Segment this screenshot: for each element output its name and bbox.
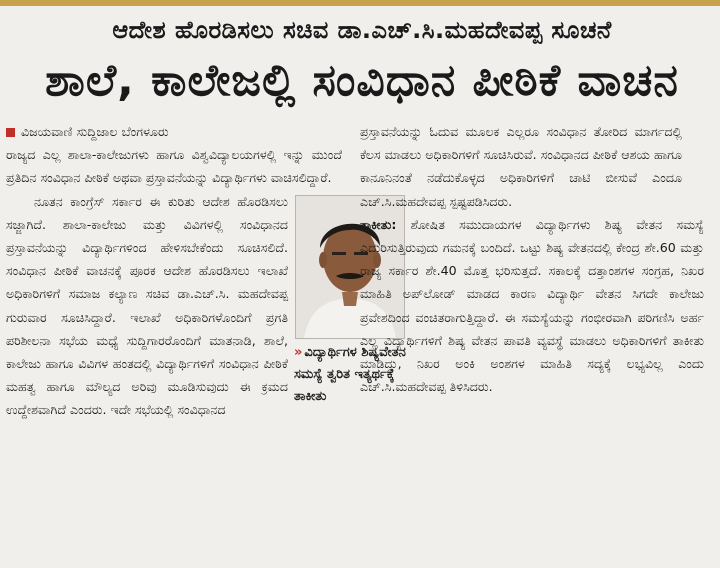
byline-text: ವಿಜಯವಾಣಿ ಸುದ್ದಿಜಾಲ ಬೆಂಗಳೂರು	[21, 124, 169, 139]
article-column-2	[360, 120, 704, 398]
pull-quote-chevron-icon: »	[294, 345, 303, 360]
headline-block	[10, 10, 714, 112]
article-column-1	[6, 120, 342, 422]
pull-quote-text: ವಿದ್ಯಾರ್ಥಿಗಳ ಶಿಷ್ಯವೇತನ ಸಮಸ್ಯೆ ತ್ವರಿತ ಇತ್ಯರ್ಥಕ್ಕೆ ತಾಕೀತು	[294, 345, 406, 404]
subhead-lead: ತಾಕೀತು:	[360, 216, 397, 232]
paragraph: ನೂತನ ಕಾಂಗ್ರೆಸ್ ಸರ್ಕಾರ ಈ ಕುರಿತು ಆದೇಶ ಹೊರಡಿಸಲು ಸಜ್ಜಾಗಿದೆ. ಶಾಲಾ-ಕಾಲೇಜು ಮತ್ತು ವಿವಿಗಳಲ್ಲಿ ಸಂವಿಧಾನದ ಪ್ರಸ್ತಾವನೆಯನ್ನು ವಿದ್ಯಾರ್ಥಿಗಳಿಂದ ಹೇಳಿಸಬೇಕೆಂದು ಸೂಚಿಸಲಿದೆ. ಸಂವಿಧಾನ ಪೀಠಿಕೆ ವಾಚನಕ್ಕೆ ಪೂರಕ ಆದೇಶ ಹೊರಡಿಸಲು ಇಲಾಖೆ ಅಧಿಕಾರಿಗಳಿಗೆ ಸಮಾಜ ಕಲ್ಯಾಣ ಸಚಿವ ಡಾ.ಎಚ್.ಸಿ. ಮಹದೇವಪ್ಪ ಗುರುವಾರ ಸೂಚಿಸಿದ್ದಾರೆ. ಇಲಾಖೆ ಅಧಿಕಾರಿಗಳೊಂದಿಗೆ ಪ್ರಗತಿ ಪರಿಶೀಲನಾ ಸಭೆಯ ಮಧ್ಯೆ ಸುದ್ದಿಗಾರರೊಂದಿಗೆ ಮಾತನಾಡಿ, ಶಾಲೆ, ಕಾಲೇಜು ಹಾಗೂ ವಿವಿಗಳ ಹಂತದಲ್ಲಿ ವಿದ್ಯಾರ್ಥಿಗಳಿಗೆ ಸಂವಿಧಾನ ಪೀಠಿಕೆ ಮಹತ್ವ ಹಾಗೂ ಮೌಲ್ಯದ ಅರಿವು ಮೂಡಿಸುವುದು ಈ ಕ್ರಮದ ಉದ್ದೇಶವಾಗಿದೆ ಎಂದರು. ಇದೇ ಸಭೆಯಲ್ಲಿ ಸಂವಿಧಾನದ	[6, 193, 288, 418]
paragraph: ತಾಕೀತು: ಶೋಷಿತ ಸಮುದಾಯಗಳ ವಿದ್ಯಾರ್ಥಿಗಳು ಶಿಷ್ಯ ವೇತನ ಸಮಸ್ಯೆ ಎದುರಿಸುತ್ತಿರುವುದು ಗಮನಕ್ಕೆ ಬಂದಿದೆ. ಒಟ್ಟು ಶಿಷ್ಯ ವೇತನದಲ್ಲಿ ಕೇಂದ್ರ ಶೇ.60 ಮತ್ತು ರಾಜ್ಯ ಸರ್ಕಾರ ಶೇ.40 ಮೊತ್ತ ಭರಿಸುತ್ತದೆ. ಸಕಾಲಕ್ಕೆ ದತ್ತಾಂಶಗಳ ಸಂಗ್ರಹ, ನಿಖರ ಮಾಹಿತಿ ಅಪ್‌ಲೋಡ್ ಮಾಡದ ಕಾರಣ ವಿದ್ಯಾರ್ಥಿ ವೇತನ ಸಿಗದೇ ಕಾಲೇಜು ಪ್ರವೇಶದಿಂದ ವಂಚಿತರಾಗುತ್ತಿದ್ದಾರೆ. ಈ ಸಮಸ್ಯೆಯನ್ನು ಗಂಭೀರವಾಗಿ ಪರಿಗಣಿಸಿ ಅರ್ಹ ಎಲ್ಲ ವಿದ್ಯಾರ್ಥಿಗಳಿಗೆ ಶಿಷ್ಯ ವೇತನ ಪಾವತಿ ವ್ಯವಸ್ಥೆ ಮಾಡಲು ಅಧಿಕಾರಿಗಳಿಗೆ ತಾಕೀತು ಮಾಡಿದ್ದು, ನಿಖರ ಅಂಕಿ ಅಂಶಗಳ ಮಾಹಿತಿ ಸದ್ಯಕ್ಕೆ ಲಭ್ಯವಿಲ್ಲ ಎಂದು ಎಚ್.ಸಿ.ಮಹದೇವಪ್ಪ ತಿಳಿಸಿದರು.	[360, 216, 704, 395]
byline-marker-icon	[6, 128, 15, 137]
headline-title: ಶಾಲೆ, ಕಾಲೇಜಲ್ಲಿ ಸಂವಿಧಾನ ಪೀಠಿಕೆ ವಾಚನ	[45, 55, 679, 106]
headline-kicker: ಆದೇಶ ಹೊರಡಿಸಲು ಸಚಿವ ಡಾ.ಎಚ್.ಸಿ.ಮಹದೇವಪ್ಪ ಸೂಚನೆ	[112, 16, 612, 44]
paragraph: ಪ್ರಸ್ತಾವನೆಯನ್ನು ಓದುವ ಮೂಲಕ ಎಲ್ಲರೂ ಸಂವಿಧಾನ ತೋರಿದ ಮಾರ್ಗದಲ್ಲಿ ಕೆಲಸ ಮಾಡಲು ಅಧಿಕಾರಿಗಳಿಗೆ ಸೂಚಿಸಿರುವೆ. ಸಂವಿಧಾನದ ಪೀಠಿಕೆ ಆಶಯ ಹಾಗೂ ಕಾನೂನಿನಂತೆ ನಡೆದುಕೊಳ್ಳದ ಅಧಿಕಾರಿಗಳಿಗೆ ಚಾಟಿ ಬೀಸುವೆ ಎಂದೂ ಎಚ್.ಸಿ.ಮಹದೇವಪ್ಪ ಸ್ಪಷ್ಟಪಡಿಸಿದರು.	[360, 124, 682, 209]
paragraph: ರಾಜ್ಯದ ಎಲ್ಲ ಶಾಲಾ-ಕಾಲೇಜುಗಳು ಹಾಗೂ ವಿಶ್ವವಿದ್ಯಾಲಯಗಳಲ್ಲಿ ಇನ್ನು ಮುಂದೆ ಪ್ರತಿದಿನ ಸಂವಿಧಾನ ಪೀಠಿಕೆ ಅಥವಾ ಪ್ರಸ್ತಾವನೆಯನ್ನು ವಿದ್ಯಾರ್ಥಿಗಳು ವಾಚಿಸಲಿದ್ದಾರೆ.	[6, 147, 342, 186]
top-color-bar	[0, 0, 720, 6]
byline	[6, 120, 342, 143]
